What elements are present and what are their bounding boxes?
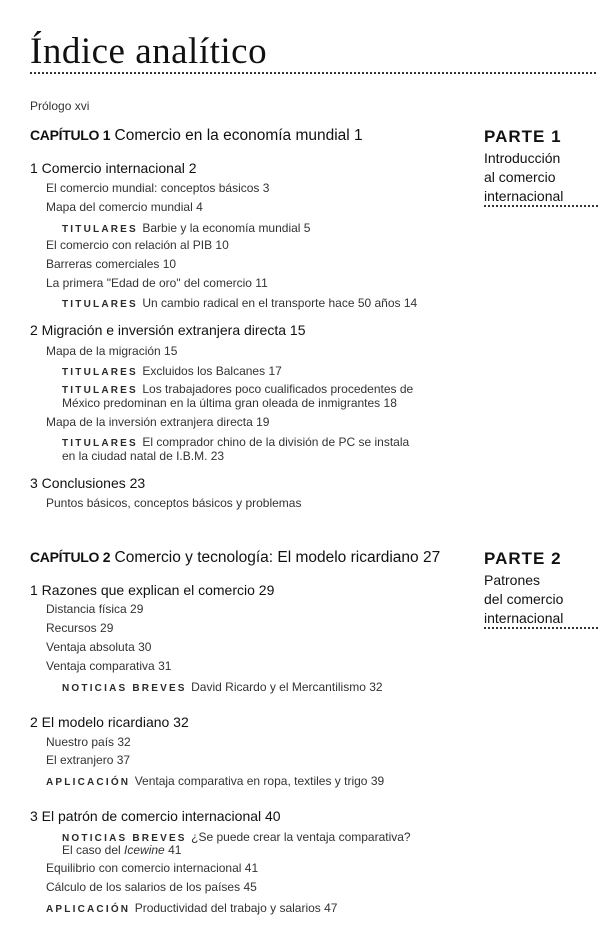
index-entry: Distancia física 29 [46,602,144,616]
entry-tag: TITULARES [62,299,138,310]
page-title: Índice analítico [30,31,268,72]
entry-tag: NOTICIAS BREVES [62,683,187,694]
entry-text: Los trabajadores poco cualificados procedentes de [142,382,414,396]
index-entry: Ventaja absoluta 30 [46,640,152,654]
section-heading: 3 Conclusiones 23 [30,475,146,491]
index-entry: Recursos 29 [46,621,114,635]
chapter-1-title: Comercio en la economía mundial 1 [114,127,363,144]
section-heading: 2 Migración e inversión extranjera directa 15 [30,322,306,338]
entry-tag: APLICACIÓN [46,904,131,915]
chapter-1-number: CAPÍTULO 1 [30,127,111,143]
entry-text: Barbie y la economía mundial 5 [142,221,311,235]
index-entry: Cálculo de los salarios de los países 45 [46,880,257,894]
part-1-rule [484,205,598,207]
entry-text-continued: México predominan en la última gran oleada de inmigrantes 18 [62,396,397,410]
chapter-2-number: CAPÍTULO 2 [30,549,111,565]
entry-text: Ventaja comparativa en ropa, textiles y trigo 39 [134,774,385,788]
entry-text: El comprador chino de la división de PC se instala [142,435,410,449]
index-entry: Barreras comerciales 10 [46,257,177,271]
prologo-entry: Prólogo xvi [30,99,90,113]
index-entry: Mapa de la migración 15 [46,344,178,358]
entry-tag: TITULARES [62,438,138,449]
entry-text-continued [62,843,181,857]
entry-text: Productividad del trabajo y salarios 47 [134,901,338,915]
index-entry: El extranjero 37 [46,753,131,767]
aplicacion-entry [46,899,337,917]
part-2-line: internacional [484,610,564,626]
index-entry: Ventaja comparativa 31 [46,659,172,673]
section-heading: 2 El modelo ricardiano 32 [30,714,189,730]
part-2-label: PARTE 2 [484,549,562,568]
index-entry: Nuestro país 32 [46,735,131,749]
section-heading: 1 Comercio internacional 2 [30,160,197,176]
index-entry: Equilibrio con comercio internacional 41 [46,861,259,875]
titulares-entry [62,362,282,380]
index-entry: Puntos básicos, conceptos básicos y problemas [46,496,302,510]
entry-tag: TITULARES [62,367,138,378]
entry-text: Excluidos los Balcanes 17 [142,364,282,378]
entry-text-suffix: 41 [164,843,182,857]
entry-text-continued: en la ciudad natal de I.B.M. 23 [62,449,225,463]
entry-text-prefix: El caso del [62,843,125,857]
entry-tag: TITULARES [62,385,138,396]
index-entry: El comercio mundial: conceptos básicos 3 [46,181,270,195]
entry-text: Un cambio radical en el transporte hace 50 años 14 [142,296,418,310]
index-entry: El comercio con relación al PIB 10 [46,238,229,252]
chapter-2-title: Comercio y tecnología: El modelo ricardiano 27 [114,549,441,566]
entry-text: ¿Se puede crear la ventaja comparativa? [191,830,411,844]
aplicacion-entry [46,772,384,790]
part-1-line: internacional [484,188,564,204]
chapter-1-heading [30,127,363,145]
section-heading: 3 El patrón de comercio internacional 40 [30,808,281,824]
title-rule [30,72,596,74]
part-2-rule [484,627,598,629]
index-entry: Mapa del comercio mundial 4 [46,200,203,214]
index-entry: Mapa de la inversión extranjera directa 19 [46,415,270,429]
titulares-entry [62,294,417,312]
part-1-label: PARTE 1 [484,127,562,146]
part-1-line: al comercio [484,169,556,185]
chapter-2-heading [30,549,440,567]
entry-tag: TITULARES [62,224,138,235]
titulares-entry [62,219,310,237]
entry-text-italic: Icewine [124,843,165,857]
index-entry: La primera "Edad de oro" del comercio 11 [46,276,268,290]
entry-tag: APLICACIÓN [46,777,131,788]
entry-text: David Ricardo y el Mercantilismo 32 [191,680,383,694]
part-2-line: Patrones [484,572,541,588]
part-1-title [484,149,563,206]
entry-tag: NOTICIAS BREVES [62,833,187,844]
noticias-entry [62,678,383,696]
section-heading: 1 Razones que explican el comercio 29 [30,582,275,598]
part-2-line: del comercio [484,591,564,607]
part-1-line: Introducción [484,150,561,166]
part-2-title [484,571,563,628]
